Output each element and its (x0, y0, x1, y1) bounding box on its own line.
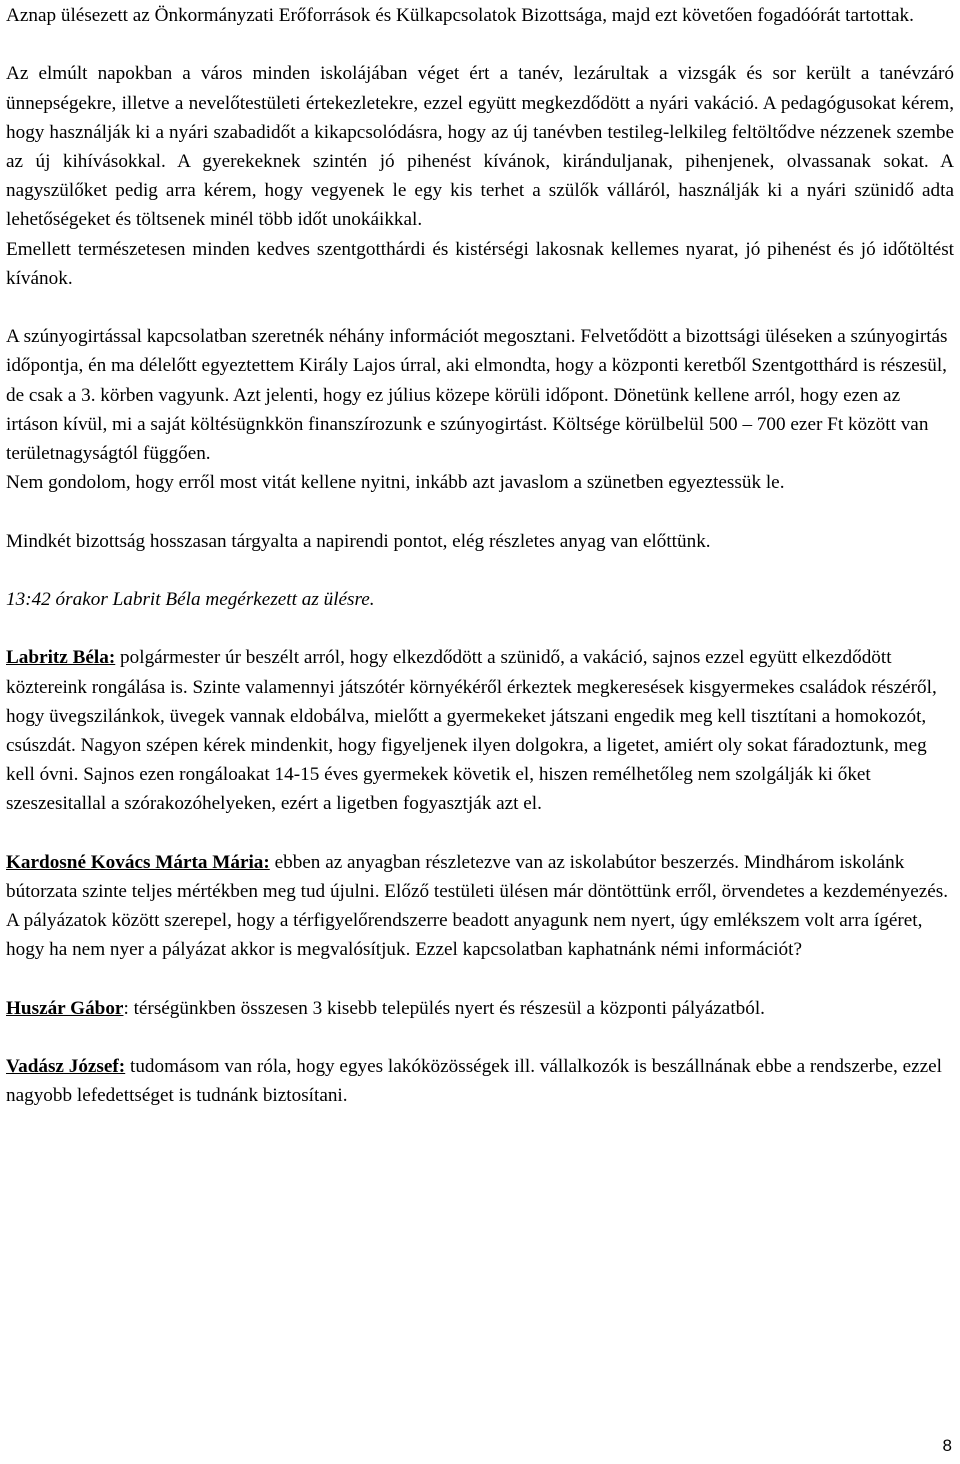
paragraph-spacer (6, 497, 954, 526)
speech-text: ebben az anyagban részletezve van az iskolabútor beszerzés. Mindhárom iskolánk bútorzata szinte teljes mértékben meg tud újulni. Előző testületi ülésen már döntöttünk erről, örvendetes a kezdeményezés. (6, 851, 949, 902)
paragraph-summer-wishes: Emellett természetesen minden kedves szentgotthárdi és kistérségi lakosnak kellemes nyarat, jó pihenést és jó időtöltést kívánok. (6, 238, 954, 289)
speaker-name: Kardosné Kovács Márta Mária: (6, 851, 270, 873)
paragraph-spacer (6, 556, 954, 585)
paragraph-committee-meeting: Aznap ülésezett az Önkormányzati Erőforrások és Külkapcsolatok Bizottsága, majd ezt követően fogadóórát tartottak. (6, 5, 914, 26)
speaker-name: Vadász József: (6, 1056, 126, 1078)
paragraph-spacer (6, 614, 954, 643)
paragraph-huszar-speech (6, 994, 954, 1023)
paragraph-arrival-note: 13:42 órakor Labrit Béla megérkezett az ülésre. (6, 589, 375, 610)
paragraph-labritz-speech (6, 643, 954, 818)
speaker-name: Huszár Gábor (6, 997, 124, 1019)
paragraph-spacer (6, 30, 954, 59)
speech-text: polgármester úr beszélt arról, hogy elkezdődött a szünidő, a vakáció, sajnos ezzel együtt elkezdődött köztereink rongálása is. Szinte valamennyi játszótér környékéről érkeztek megkeresések kisgyermekes családok részéről, hogy üvegszilánkok, üvegek vannak eldobálva, mielőtt a gyermekeket játszani engedik meg kell tisztítani a homokozót, csúszdát. Nagyon szépen kérek mindenkit, hogy figyeljenek ilyen dolgokra, a ligetet, amiért oly sokat fáradoztunk, meg kell óvni. Sajnos ezen rongáloakat 14-15 éves gyermekek követik el, hiszen remélhetőleg nem szolgálják ki őket szeszesitallal a szórakozóhelyeken, ezért a ligetben fogyasztják azt el. (6, 647, 937, 815)
document-page (6, 1, 954, 1111)
speaker-name: Labritz Béla: (6, 647, 116, 669)
paragraph-break-proposal: Nem gondolom, hogy erről most vitát kellene nyitni, inkább azt javaslom a szünetben egyeztessük le. (6, 472, 785, 494)
paragraph-school-year-end: Az elmúlt napokban a város minden iskolájában véget ért a tanév, lezárultak a vizsgák és sor került a tanévzáró ünnepségekre, illetve a nevelőtestületi értekezletekre, ezzel együtt megkezdődött a nyári vakáció. A pedagógusokat kérem, hogy használják ki a nyári szabadidőt a kikapcsolódásra, hogy az új tanévben testileg-lelkileg feltöltődve nézzenek szembe az új kihívásokkal. A gyerekeknek szintén jó pihenést kívánok, kiránduljanak, pihenjenek, olvassanak sokat. A nagyszülőket pedig arra kérem, hogy vegyenek le egy kis terhet a szülők válláról, használják ki a nyári szünidő adta lehetőségeket és töltsenek minél több időt unokáikkal. (6, 63, 954, 231)
paragraph-vadasz-speech (6, 1052, 954, 1110)
paragraph-spacer (6, 819, 954, 848)
paragraph-committees-discussed: Mindkét bizottság hosszasan tárgyalta a napirendi pontot, elég részletes anyag van előttünk. (6, 530, 711, 552)
paragraph-spacer (6, 1023, 954, 1052)
paragraph-mosquito-control: A szúnyogirtással kapcsolatban szeretnék néhány információt megosztani. Felvetődött a bizottsági üléseken a szúnyogirtás időpontja, én ma délelőtt egyeztettem Király Lajos úrral, aki elmondta, hogy a központi keretből Szentgotthárd is részesül, de csak a 3. körben vagyunk. Azt jelenti, hogy ez július közepe körüli időpont. Dönetünk kellene arról, hogy ezen az irtáson kívül, mi a saját költésügnkkön finanszírozunk e szúnyogirtást. Költsége körülbelül 500 – 700 ezer Ft között van területnagyságtól függően. (6, 326, 948, 465)
paragraph-kardosne-speech (6, 848, 954, 906)
page-number: 8 (942, 1436, 952, 1455)
paragraph-surveillance-question: A pályázatok között szerepel, hogy a térfigyelőrendszerre beadott anyagunk nem nyert, úgy emlékszem volt arra ígéret, hogy ha nem nyer a pályázat akkor is megvalósítjuk. Ezzel kapcsolatban kaphatnánk némi információt? (6, 910, 923, 961)
paragraph-spacer (6, 965, 954, 994)
paragraph-spacer (6, 293, 954, 322)
speech-text: tudomásom van róla, hogy egyes lakóközösségek ill. vállalkozók is beszállnának ebbe a rendszerbe, ezzel nagyobb lefedettséget is tudnánk biztosítani. (6, 1056, 942, 1107)
speech-text: : térségünkben összesen 3 kisebb település nyert és részesül a központi pályázatból. (123, 997, 765, 1019)
